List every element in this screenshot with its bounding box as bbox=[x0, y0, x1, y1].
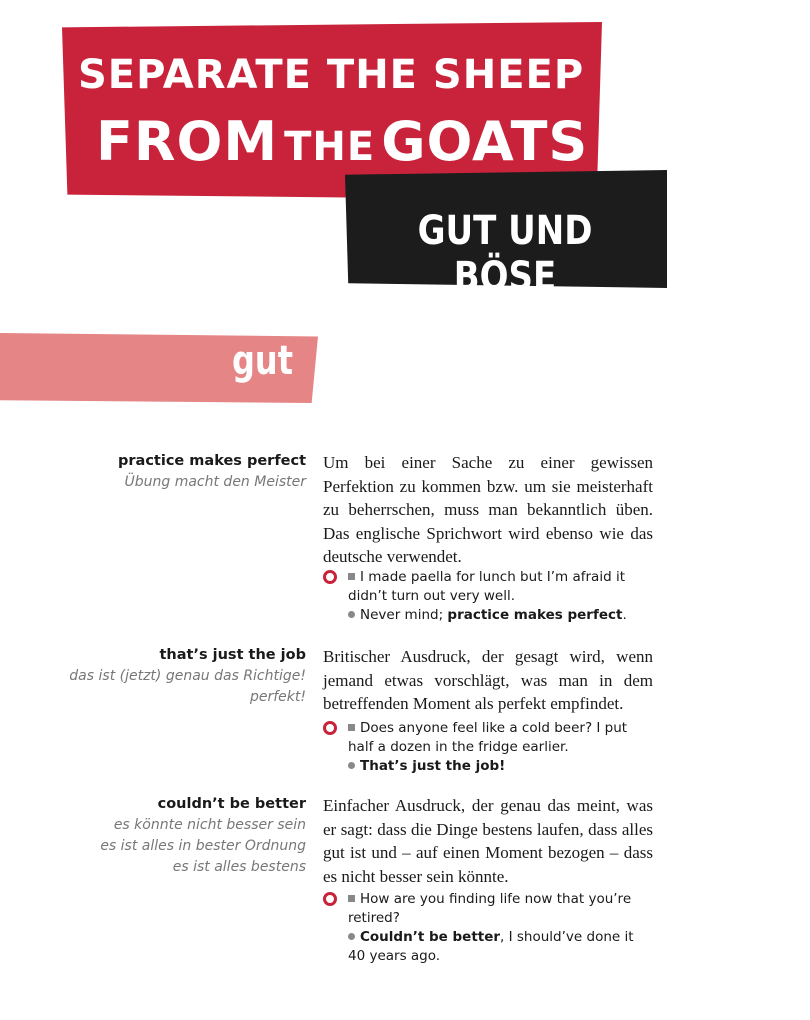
entry-explanation: Einfacher Ausdruck, der genau das meint, was er sagt: dass die Dinge bestens laufen, dass alles gut ist und – auf einen Moment bezogen – dass es nicht besser sein könnte. bbox=[323, 796, 653, 886]
phrase-german: es ist alles bestens bbox=[172, 859, 306, 875]
example-question: I made paella for lunch but I’m afraid it didn’t turn out very well. bbox=[348, 569, 625, 604]
example-question: How are you finding life now that you’re retired? bbox=[348, 891, 632, 926]
example-answer: That’s just the job! bbox=[348, 757, 653, 776]
phrase-german: es könnte nicht besser sein bbox=[113, 817, 306, 833]
example-answer: Couldn’t be better, I should’ve done it 40 years ago. bbox=[348, 929, 634, 964]
entry-example bbox=[323, 719, 653, 776]
entry-explanation: Um bei einer Sache zu einer gewissen Perfektion zu kommen bzw. um sie meisterhaft zu beherrschen, muss man bekanntlich üben. Das englische Sprichwort wird ebenso wie das deutsche verwendet. bbox=[323, 453, 653, 566]
title-line-2 bbox=[96, 110, 588, 173]
square-bullet-icon bbox=[348, 573, 355, 580]
section-label: gut bbox=[232, 338, 293, 384]
square-bullet-icon bbox=[348, 895, 355, 902]
title-word-goats: GOATS bbox=[381, 110, 589, 173]
entry-phrase bbox=[6, 645, 306, 708]
example-answer: Never mind; practice makes perfect. bbox=[348, 606, 653, 625]
phrase-german: es ist alles in bester Ordnung bbox=[100, 838, 306, 854]
phrase-german: Übung macht den Meister bbox=[124, 474, 306, 490]
title-word-the: THE bbox=[284, 124, 376, 170]
subtitle: GUT UND BÖSE bbox=[417, 208, 593, 300]
dot-bullet-icon bbox=[348, 933, 355, 940]
entry-example bbox=[323, 890, 653, 966]
entry-phrase bbox=[6, 451, 306, 493]
phrase-english: that’s just the job bbox=[159, 647, 306, 663]
dot-bullet-icon bbox=[348, 762, 355, 769]
square-bullet-icon bbox=[348, 724, 355, 731]
entry-phrase bbox=[6, 794, 306, 878]
entry-explanation: Britischer Ausdruck, der gesagt wird, wenn jemand etwas vorschlägt, was man in dem betreffenden Moment als perfekt empfindet. bbox=[323, 647, 653, 713]
title-word-from: FROM bbox=[96, 110, 279, 173]
example-ring-icon bbox=[323, 570, 337, 584]
entry-example bbox=[323, 568, 653, 625]
example-ring-icon bbox=[323, 721, 337, 735]
example-ring-icon bbox=[323, 892, 337, 906]
phrase-german: perfekt! bbox=[249, 689, 306, 705]
example-question: Does anyone feel like a cold beer? I put half a dozen in the fridge earlier. bbox=[348, 720, 628, 755]
title-line-1: SEPARATE THE SHEEP bbox=[78, 52, 585, 98]
phrase-german: das ist (jetzt) genau das Richtige! bbox=[69, 668, 306, 684]
phrase-english: couldn’t be better bbox=[157, 796, 306, 812]
phrase-english: practice makes perfect bbox=[118, 453, 306, 469]
dot-bullet-icon bbox=[348, 611, 355, 618]
